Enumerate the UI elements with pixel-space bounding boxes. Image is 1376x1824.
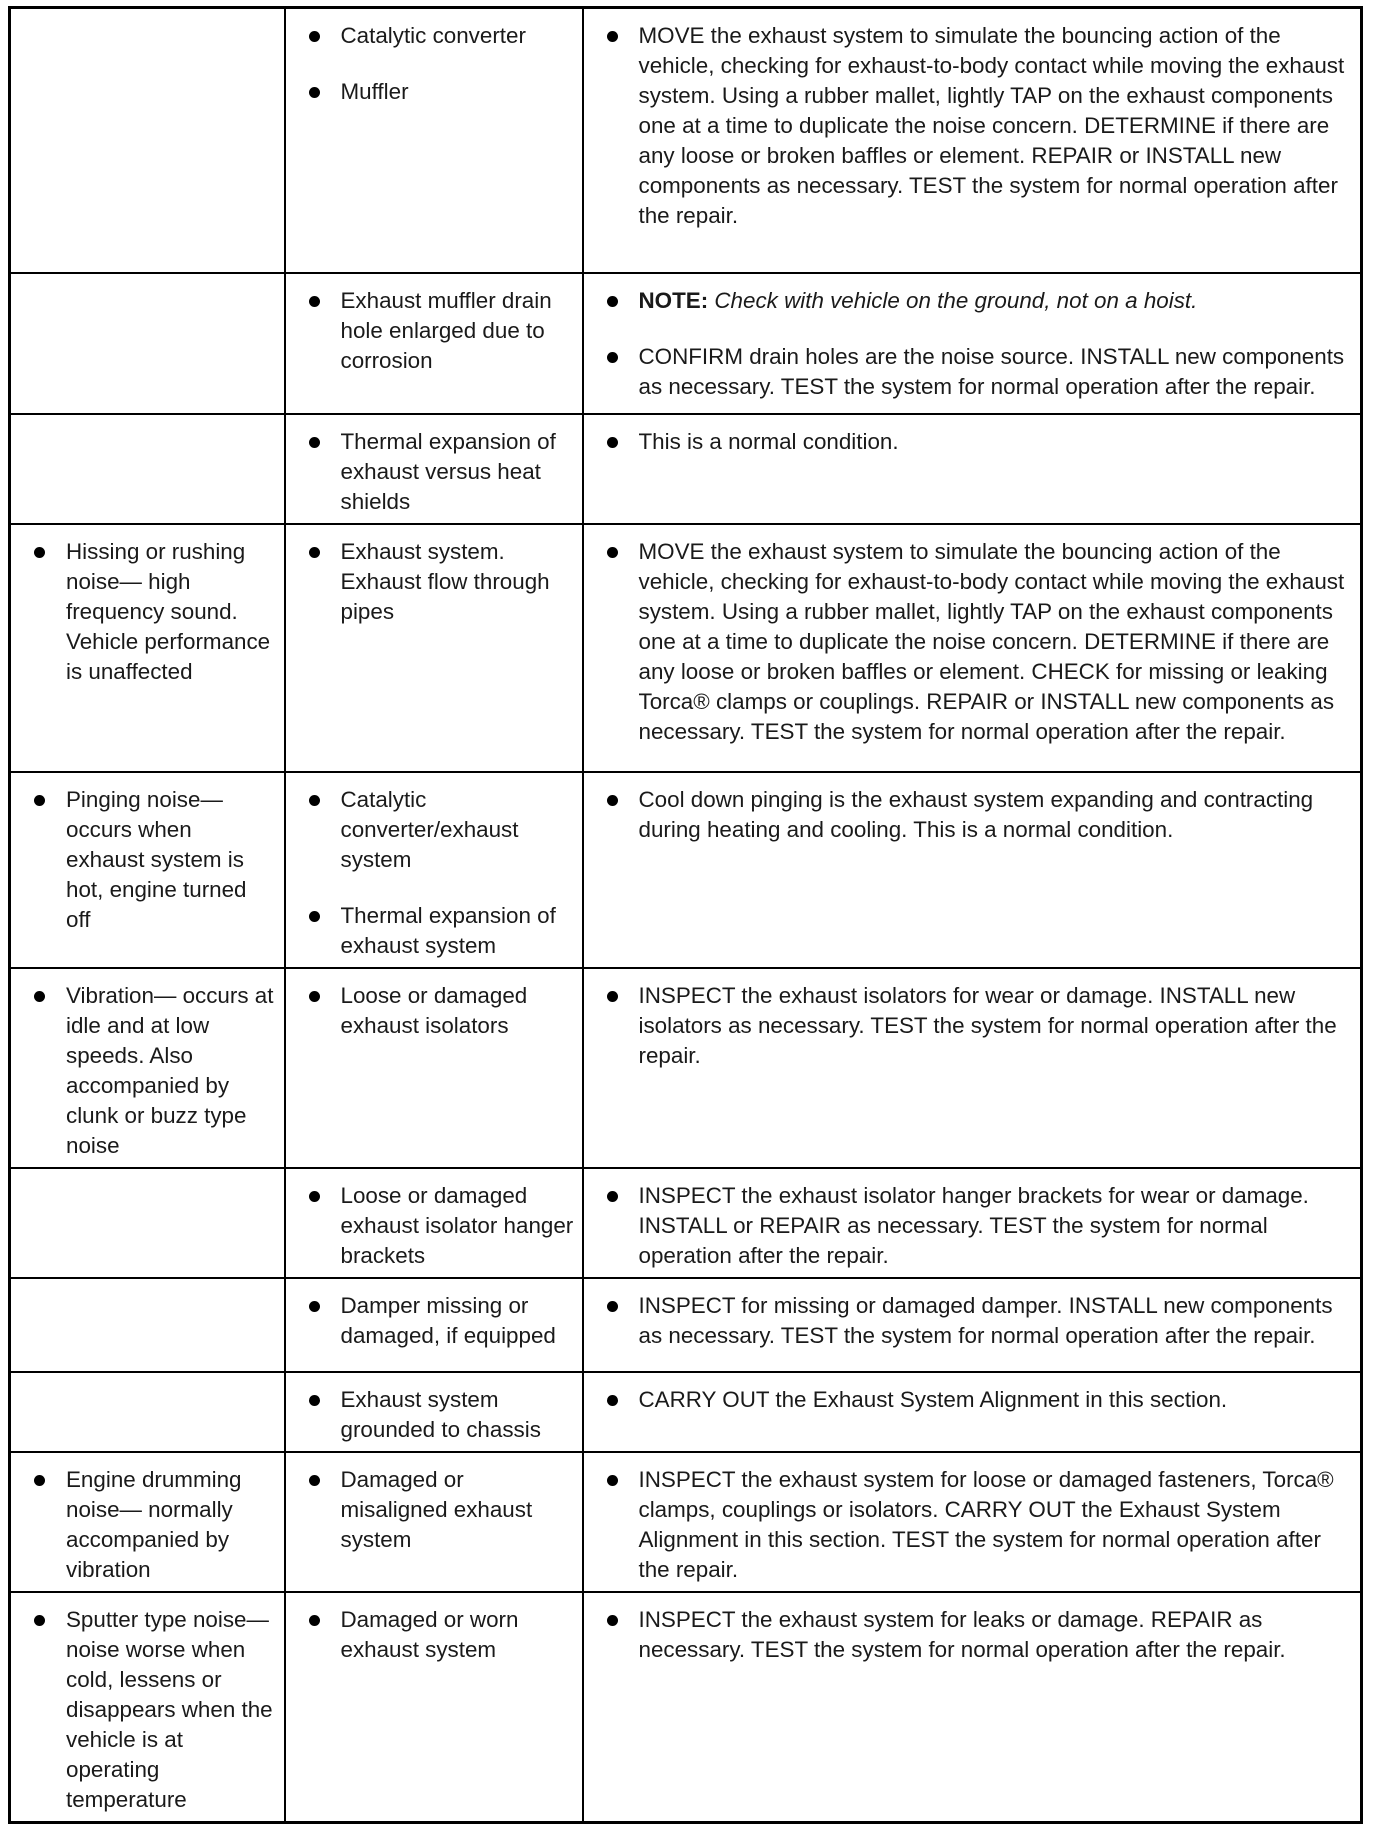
source-item-text: Exhaust muffler drain hole enlarged due to corrosion bbox=[340, 287, 552, 373]
table-row bbox=[10, 772, 1362, 968]
source-cell bbox=[285, 1452, 583, 1592]
table-row bbox=[10, 1592, 1362, 1823]
condition-item bbox=[31, 537, 276, 687]
condition-cell bbox=[10, 772, 285, 968]
source-cell bbox=[285, 524, 583, 772]
action-text: INSPECT the exhaust isolators for wear or damage. INSTALL new isolators as necessary. TEST the system for normal operation after the repair. bbox=[638, 982, 1337, 1068]
source-list bbox=[306, 21, 574, 107]
source-list bbox=[306, 1385, 574, 1445]
source-item-text: Catalytic converter/exhaust system bbox=[340, 786, 519, 872]
action-list bbox=[604, 21, 1353, 231]
action-text: INSPECT the exhaust isolator hanger brackets for wear or damage. INSTALL or REPAIR as necessary. TEST the system for normal operation after the repair. bbox=[638, 1182, 1309, 1268]
action-text: Cool down pinging is the exhaust system expanding and contracting during heating and cooling. This is a normal condition. bbox=[638, 786, 1314, 842]
table-row bbox=[10, 8, 1362, 273]
source-item-text: Loose or damaged exhaust isolator hanger brackets bbox=[340, 1182, 574, 1268]
source-cell bbox=[285, 1592, 583, 1823]
source-item bbox=[306, 537, 574, 627]
action-cell bbox=[583, 968, 1362, 1168]
source-item-text: Loose or damaged exhaust isolators bbox=[340, 982, 528, 1038]
action-item bbox=[604, 342, 1353, 402]
condition-list bbox=[31, 1605, 276, 1815]
source-cell bbox=[285, 273, 583, 414]
source-item bbox=[306, 286, 574, 376]
condition-item bbox=[31, 1465, 276, 1585]
condition-item bbox=[31, 785, 276, 935]
condition-list bbox=[31, 981, 276, 1161]
action-item bbox=[604, 1465, 1353, 1585]
condition-list bbox=[31, 1465, 276, 1585]
source-list bbox=[306, 1291, 574, 1351]
action-item bbox=[604, 785, 1353, 845]
source-item bbox=[306, 901, 574, 961]
source-cell bbox=[285, 1372, 583, 1452]
action-cell bbox=[583, 273, 1362, 414]
condition-item-text: Hissing or rushing noise— high frequency sound. Vehicle performance is unaffected bbox=[66, 538, 271, 684]
source-item bbox=[306, 77, 574, 107]
action-text: INSPECT the exhaust system for leaks or damage. REPAIR as necessary. TEST the system for normal operation after the repair. bbox=[638, 1606, 1286, 1662]
condition-cell bbox=[10, 524, 285, 772]
condition-cell bbox=[10, 968, 285, 1168]
source-item-text: Muffler bbox=[340, 79, 409, 104]
condition-cell bbox=[10, 273, 285, 414]
action-list bbox=[604, 537, 1353, 747]
source-list bbox=[306, 785, 574, 961]
source-item-text: Thermal expansion of exhaust versus heat shields bbox=[340, 428, 556, 514]
action-item bbox=[604, 537, 1353, 747]
condition-cell bbox=[10, 1168, 285, 1278]
source-list bbox=[306, 1605, 574, 1665]
source-cell bbox=[285, 8, 583, 273]
action-cell bbox=[583, 414, 1362, 524]
action-list bbox=[604, 981, 1353, 1071]
condition-list bbox=[31, 785, 276, 935]
diagnosis-table bbox=[8, 6, 1363, 1824]
action-cell bbox=[583, 1592, 1362, 1823]
source-item bbox=[306, 1291, 574, 1351]
source-item-text: Catalytic converter bbox=[340, 23, 526, 48]
source-cell bbox=[285, 414, 583, 524]
action-item bbox=[604, 1605, 1353, 1665]
condition-cell bbox=[10, 1372, 285, 1452]
condition-item-text: Pinging noise— occurs when exhaust system is hot, engine turned off bbox=[66, 786, 247, 932]
action-item bbox=[604, 1181, 1353, 1271]
condition-cell bbox=[10, 414, 285, 524]
source-item-text: Damaged or worn exhaust system bbox=[340, 1606, 519, 1662]
action-cell bbox=[583, 1372, 1362, 1452]
source-item bbox=[306, 981, 574, 1041]
source-item-text: Damper missing or damaged, if equipped bbox=[340, 1292, 556, 1348]
source-list bbox=[306, 1181, 574, 1271]
action-item bbox=[604, 981, 1353, 1071]
condition-list bbox=[31, 537, 276, 687]
action-list bbox=[604, 1291, 1353, 1351]
source-cell bbox=[285, 1278, 583, 1372]
action-cell bbox=[583, 524, 1362, 772]
source-item bbox=[306, 1181, 574, 1271]
action-list bbox=[604, 286, 1353, 402]
source-cell bbox=[285, 968, 583, 1168]
condition-item-text: Vibration— occurs at idle and at low speeds. Also accompanied by clunk or buzz type noise bbox=[66, 982, 274, 1158]
action-text: INSPECT the exhaust system for loose or damaged fasteners, Torca® clamps, couplings or isolators. CARRY OUT the Exhaust System Alignment in this section. TEST the system for normal operation after the repair. bbox=[638, 1466, 1334, 1582]
action-text: CONFIRM drain holes are the noise source. INSTALL new components as necessary. TEST the system for normal operation after the repair. bbox=[638, 343, 1345, 399]
condition-cell bbox=[10, 8, 285, 273]
source-item bbox=[306, 1605, 574, 1665]
table-row bbox=[10, 524, 1362, 772]
condition-item bbox=[31, 981, 276, 1161]
source-cell bbox=[285, 1168, 583, 1278]
note-label: NOTE: bbox=[638, 287, 709, 313]
action-text: CARRY OUT the Exhaust System Alignment in this section. bbox=[638, 1386, 1228, 1412]
action-item bbox=[604, 1385, 1353, 1415]
action-list bbox=[604, 1385, 1353, 1415]
source-list bbox=[306, 537, 574, 627]
source-list bbox=[306, 981, 574, 1041]
action-cell bbox=[583, 772, 1362, 968]
table-row bbox=[10, 1372, 1362, 1452]
condition-item bbox=[31, 1605, 276, 1815]
action-cell bbox=[583, 1168, 1362, 1278]
table-row bbox=[10, 273, 1362, 414]
action-cell bbox=[583, 8, 1362, 273]
condition-cell bbox=[10, 1592, 285, 1823]
note-text: Check with vehicle on the ground, not on a hoist. bbox=[714, 287, 1198, 313]
source-item-text: Exhaust system grounded to chassis bbox=[340, 1386, 541, 1442]
source-list bbox=[306, 286, 574, 376]
table-row bbox=[10, 968, 1362, 1168]
source-cell bbox=[285, 772, 583, 968]
table-row bbox=[10, 414, 1362, 524]
condition-cell bbox=[10, 1452, 285, 1592]
action-item bbox=[604, 21, 1353, 231]
source-item-text: Exhaust system. Exhaust flow through pipes bbox=[340, 538, 550, 624]
action-item bbox=[604, 1291, 1353, 1351]
action-text: MOVE the exhaust system to simulate the bouncing action of the vehicle, checking for exhaust-to-body contact while moving the exhaust system. Using a rubber mallet, lightly TAP on the exhaust components one at a time to duplicate the noise concern. DETERMINE if there are any loose or broken baffles or element. REPAIR or INSTALL new components as necessary. TEST the system for normal operation after the repair. bbox=[638, 23, 1345, 228]
table-row bbox=[10, 1452, 1362, 1592]
condition-cell bbox=[10, 1278, 285, 1372]
action-cell bbox=[583, 1278, 1362, 1372]
action-list bbox=[604, 785, 1353, 845]
table-row bbox=[10, 1278, 1362, 1372]
source-item bbox=[306, 785, 574, 875]
action-list bbox=[604, 1605, 1353, 1665]
source-item-text: Damaged or misaligned exhaust system bbox=[340, 1466, 533, 1552]
diagnosis-table-body bbox=[10, 8, 1362, 1823]
action-text: This is a normal condition. bbox=[638, 428, 899, 454]
condition-item-text: Sputter type noise— noise worse when cold, lessens or disappears when the vehicle is at operating temperature bbox=[66, 1606, 273, 1812]
table-row bbox=[10, 1168, 1362, 1278]
action-list bbox=[604, 1465, 1353, 1585]
source-list bbox=[306, 1465, 574, 1555]
source-item-text: Thermal expansion of exhaust system bbox=[340, 902, 556, 958]
source-item bbox=[306, 1385, 574, 1445]
action-list bbox=[604, 1181, 1353, 1271]
action-list bbox=[604, 427, 1353, 457]
action-item bbox=[604, 427, 1353, 457]
source-list bbox=[306, 427, 574, 517]
source-item bbox=[306, 1465, 574, 1555]
condition-item-text: Engine drumming noise— normally accompanied by vibration bbox=[66, 1466, 242, 1582]
action-text: MOVE the exhaust system to simulate the bouncing action of the vehicle, checking for exhaust-to-body contact while moving the exhaust system. Using a rubber mallet, lightly TAP on the exhaust components one at a time to duplicate the noise concern. DETERMINE if there are any loose or broken baffles or element. CHECK for missing or leaking Torca® clamps or couplings. REPAIR or INSTALL new components as necessary. TEST the system for normal operation after the repair. bbox=[638, 538, 1345, 744]
action-cell bbox=[583, 1452, 1362, 1592]
source-item bbox=[306, 427, 574, 517]
source-item bbox=[306, 21, 574, 51]
action-text: INSPECT for missing or damaged damper. INSTALL new components as necessary. TEST the system for normal operation after the repair. bbox=[638, 1292, 1333, 1348]
action-item bbox=[604, 286, 1353, 316]
